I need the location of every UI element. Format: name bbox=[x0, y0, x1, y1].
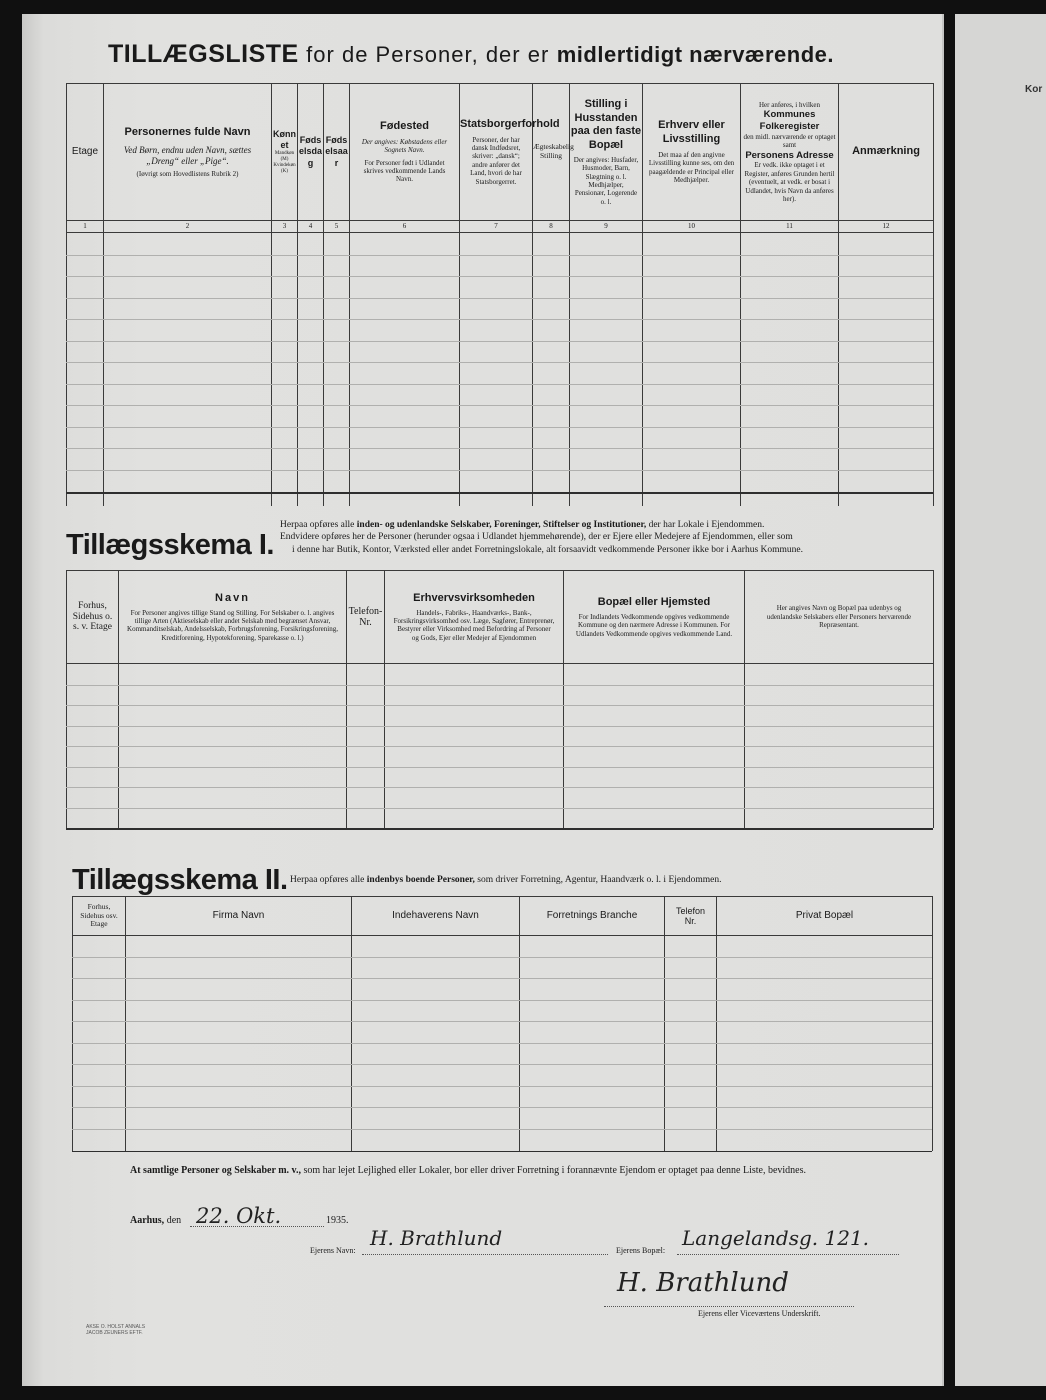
col-register-header bbox=[741, 84, 839, 221]
schedule-1-note bbox=[280, 519, 940, 556]
ruled-line bbox=[66, 685, 933, 686]
schedule-1-table bbox=[66, 570, 934, 828]
schedule-1-note-b: inden- og udenlandske Selskaber, Foreninger, Stiftelser og Institutioner, bbox=[356, 520, 647, 530]
col-register-sub2: Er vedk. ikke optaget i et Register, anføres Grunden hertil (eventuelt, at vedk. er bosat i Udlandet, hvis Navn da anføres her). bbox=[744, 161, 835, 203]
date-underline bbox=[190, 1226, 324, 1227]
ruled-line bbox=[66, 298, 933, 299]
owner-name-line bbox=[362, 1254, 608, 1255]
s1-col-residence-sub: For Indlandets Vedkommende opgives vedkommende Kommune og den nærmere Adresse i Kommunen. For Udlandets Vedkommende opgives vedkommende Land. bbox=[575, 612, 733, 638]
col-name-label: Personernes fulde Navn bbox=[124, 125, 251, 138]
ruled-line bbox=[66, 255, 933, 256]
signature-label: Ejerens eller Viceværtens Underskrift. bbox=[698, 1309, 821, 1318]
col-number: 6 bbox=[350, 221, 460, 233]
ruled-line bbox=[66, 276, 933, 277]
s2-col-etage-label: Forhus, Sidehus osv. Etage bbox=[80, 902, 118, 929]
ruled-line bbox=[66, 726, 933, 727]
adjacent-page bbox=[955, 14, 1046, 1386]
printer-imprint: AKSE O. HOLST ANNALS JACOB ZEUNERS EFTF. bbox=[86, 1324, 146, 1336]
col-etage-label: Etage bbox=[71, 146, 99, 158]
form-title bbox=[108, 40, 834, 69]
col-etage-header bbox=[67, 84, 104, 221]
ruled-line bbox=[72, 1086, 932, 1087]
s1-col-residence-label: Bopæl eller Hjemsted bbox=[597, 596, 711, 609]
schedule-2-title: Tillægsskema II. bbox=[72, 864, 288, 896]
adjacent-page-text: Kor bbox=[1025, 84, 1043, 95]
col-number: 8 bbox=[533, 221, 570, 233]
schedule-2-header-row bbox=[73, 897, 933, 936]
s2-col-owner bbox=[352, 897, 520, 936]
col-number: 7 bbox=[460, 221, 533, 233]
signature: H. Brathlund bbox=[617, 1268, 789, 1298]
schedule-2-note-c: som driver Forretning, Agentur, Haandværk o. l. i Ejendommen. bbox=[477, 875, 722, 885]
s1-col-phone bbox=[347, 571, 385, 664]
col-birthday-header bbox=[298, 84, 324, 221]
schedule-2-note bbox=[290, 874, 930, 886]
ruled-line bbox=[66, 808, 933, 809]
owner-address: Langelandsg. 121. bbox=[682, 1226, 870, 1250]
schedule-1-note-c: der har Lokale i Ejendommen. bbox=[648, 520, 765, 530]
entry-cell[interactable] bbox=[350, 233, 460, 506]
col-birthplace-sub2: For Personer født i Udlandet skrives vedkommende Lands Navn. bbox=[363, 158, 446, 184]
ruled-line bbox=[66, 787, 933, 788]
main-table-bottom-rule bbox=[66, 492, 933, 494]
col-number: 5 bbox=[324, 221, 350, 233]
col-register-label: Kommunes Folkeregister bbox=[759, 109, 820, 132]
col-birthplace-header bbox=[350, 84, 460, 221]
den-label: den bbox=[166, 1215, 182, 1226]
form-page bbox=[22, 14, 944, 1386]
ruled-line bbox=[72, 1043, 932, 1044]
s2-col-firm-label: Firma Navn bbox=[212, 910, 265, 922]
ruled-line bbox=[66, 384, 933, 385]
col-citizenship-label: Statsborgerforhold bbox=[460, 117, 560, 130]
city-label: Aarhus, bbox=[130, 1215, 165, 1226]
col-name-sub: Ved Børn, endnu uden Navn, sættes „Dreng“ eller „Pige“. bbox=[123, 145, 252, 166]
schedule-1-title: Tillægsskema I. bbox=[66, 529, 274, 561]
ruled-line bbox=[72, 1129, 932, 1130]
s2-col-phone-label: Telefon Nr. bbox=[675, 905, 706, 926]
col-number: 4 bbox=[298, 221, 324, 233]
ruled-line bbox=[72, 1107, 932, 1108]
entry-cell[interactable] bbox=[272, 233, 298, 506]
s1-col-etage-label: Forhus, Sidehus o. s. v. Etage bbox=[72, 600, 113, 633]
signature-line bbox=[604, 1306, 854, 1307]
col-number: 12 bbox=[839, 221, 934, 233]
schedule-1-note-3: i denne har Butik, Kontor, Værksted eller andet Forretningslokale, alt forsaavidt vedkommende Personer ikke bor i Aarhus Kommune. bbox=[292, 544, 804, 555]
main-table-number-row bbox=[67, 221, 934, 233]
owner-address-line bbox=[677, 1254, 899, 1255]
ruled-line bbox=[72, 978, 932, 979]
s1-col-residence bbox=[564, 571, 745, 664]
schedule-2-note-b: indenbys boende Personer, bbox=[366, 875, 475, 885]
col-name-sub2: (Iøvrigt som Hovedlistens Rubrik 2) bbox=[136, 170, 239, 179]
col-birthday-label: Fødselsdag bbox=[298, 135, 322, 168]
attestation-statement-b: som har lejet Lejlighed eller Lokaler, bor eller driver Forretning i forannævnte Ejendom er optaget paa denne Liste, bevidnes. bbox=[303, 1165, 806, 1176]
main-table-body bbox=[67, 233, 934, 506]
owner-address-label: Ejerens Bopæl: bbox=[616, 1246, 666, 1255]
ruled-line bbox=[66, 341, 933, 342]
entry-cell[interactable] bbox=[741, 233, 839, 506]
col-gender-sub: Mandkøn (M) Kvindekøn (K) bbox=[273, 151, 296, 175]
s1-col-phone-label: Telefon-Nr. bbox=[348, 605, 383, 628]
col-remarks-header bbox=[839, 84, 934, 221]
s1-col-business bbox=[385, 571, 564, 664]
s1-col-representative bbox=[745, 571, 934, 664]
schedule-1-note-a: Herpaa opføres alle bbox=[280, 520, 355, 530]
ruled-line bbox=[66, 767, 933, 768]
col-household-label: Stilling i Husstanden paa den faste Bopæl bbox=[570, 97, 642, 152]
s1-col-representative-sub: Her angives Navn og Bopæl paa udenbys og udenlandske Selskabers eller Personers herværende Repræsentant. bbox=[766, 604, 912, 630]
owner-name: H. Brathlund bbox=[370, 1226, 503, 1250]
year-label: 1935. bbox=[326, 1215, 349, 1226]
col-number: 9 bbox=[570, 221, 643, 233]
ruled-line bbox=[72, 1021, 932, 1022]
col-number: 1 bbox=[67, 221, 104, 233]
col-marital-label: Ægteskabelig Stilling bbox=[533, 142, 574, 160]
ruled-line bbox=[72, 957, 932, 958]
col-household-sub: Der angives: Husfader, Husmoder, Barn, Slægtning o. l. Medhjælper, Pensionær, Logerende o. l. bbox=[573, 155, 639, 206]
s2-col-address bbox=[717, 897, 933, 936]
col-register-address-label: Personens Adresse bbox=[745, 149, 834, 161]
ruled-line bbox=[66, 705, 933, 706]
col-birthplace-sub: Der angives: Købstadens eller Sognets Navn. bbox=[361, 137, 448, 155]
col-gender-label: Kønnet bbox=[273, 128, 296, 150]
schedule-2-table bbox=[72, 896, 933, 1151]
attestation-statement-a: At samtlige Personer og Selskaber m. v., bbox=[130, 1165, 302, 1176]
col-number: 11 bbox=[741, 221, 839, 233]
attestation-statement bbox=[130, 1165, 806, 1176]
col-gender-header bbox=[272, 84, 298, 221]
s1-col-business-sub: Handels-, Fabriks-, Haandværks-, Bank-, Forsikringsvirksomhed osv. Læge, Sagfører, Entreprenør, Bestyrer eller Virksomhed med Befordring af Personer og Gods, Ejer eller Medejer af Ejendommen bbox=[393, 608, 555, 642]
col-number: 3 bbox=[272, 221, 298, 233]
col-register-pre: Her anføres, i hvilken bbox=[758, 100, 821, 109]
col-remarks-label: Anmærkning bbox=[852, 145, 920, 158]
s1-col-name-sub: For Personer angives tillige Stand og Stilling. For Selskaber o. l. angives tillige Arten (Aktieselskab eller andet Selskab med begrænset Ansvar, Kommanditselskab, Andelsselskab, Forbrugsforening, Forsikringsforening, Kreditforening, Hypotekforening, Sparekasse o. l.) bbox=[127, 608, 338, 642]
col-citizenship-sub: Personer, der har dansk Indfødsret, skriver: „dansk“; andre anfører det Land, hvori de har Statsborgerret. bbox=[470, 135, 522, 186]
ruled-line bbox=[66, 746, 933, 747]
form-title-mid: for de Personer, der er bbox=[306, 42, 550, 67]
ruled-line bbox=[66, 470, 933, 471]
s1-col-name bbox=[119, 571, 347, 664]
ruled-line bbox=[66, 405, 933, 406]
owner-name-label: Ejerens Navn: bbox=[310, 1246, 356, 1255]
date-line bbox=[130, 1215, 181, 1226]
col-household-header bbox=[570, 84, 643, 221]
col-register-sub: den midl. nærværende er optaget samt bbox=[743, 132, 836, 150]
col-name-header bbox=[104, 84, 272, 221]
s2-col-address-label: Privat Bopæl bbox=[795, 910, 854, 922]
ruled-line bbox=[66, 319, 933, 320]
ruled-line bbox=[66, 448, 933, 449]
s2-col-branch bbox=[520, 897, 665, 936]
entry-cell[interactable] bbox=[324, 233, 350, 506]
col-birthplace-label: Fødested bbox=[380, 120, 429, 133]
ruled-line bbox=[66, 362, 933, 363]
s2-col-firm bbox=[126, 897, 352, 936]
s1-col-business-label: Erhvervsvirksomheden bbox=[413, 591, 535, 604]
col-occupation-label: Erhverv eller Livsstilling bbox=[658, 119, 725, 146]
col-occupation-sub: Det maa af den angivne Livsstilling kunne ses, om den paagældende er Principal eller Medhjælper. bbox=[648, 150, 735, 185]
schedule-2-bottom-rule bbox=[72, 1151, 932, 1152]
ruled-line bbox=[72, 1064, 932, 1065]
entry-cell[interactable] bbox=[460, 233, 533, 506]
col-number: 10 bbox=[643, 221, 741, 233]
entry-cell[interactable] bbox=[104, 233, 272, 506]
handwritten-date: 22. Okt. bbox=[196, 1204, 282, 1228]
col-birthyear-header bbox=[324, 84, 350, 221]
ruled-line bbox=[66, 427, 933, 428]
entry-cell[interactable] bbox=[643, 233, 741, 506]
main-table-header-row bbox=[67, 84, 934, 221]
ruled-line bbox=[72, 1000, 932, 1001]
s2-col-phone bbox=[665, 897, 717, 936]
col-number: 2 bbox=[104, 221, 272, 233]
form-title-word: TILLÆGSLISTE bbox=[108, 40, 299, 68]
s2-col-etage bbox=[73, 897, 126, 936]
schedule-1-bottom-rule bbox=[66, 828, 933, 830]
schedule-1-header-row bbox=[67, 571, 934, 664]
entry-cell[interactable] bbox=[298, 233, 324, 506]
s2-col-branch-label: Forretnings Branche bbox=[546, 910, 638, 922]
main-table bbox=[66, 83, 934, 506]
schedule-2-note-a: Herpaa opføres alle bbox=[290, 875, 365, 885]
entry-cell[interactable] bbox=[67, 233, 104, 506]
col-birthyear-label: Fødselsaar bbox=[325, 135, 348, 168]
entry-cell[interactable] bbox=[839, 233, 934, 506]
s2-col-owner-label: Indehaverens Navn bbox=[392, 910, 479, 922]
col-marital-header bbox=[533, 84, 574, 221]
form-title-end: midlertidigt nærværende. bbox=[556, 42, 835, 67]
s1-col-etage bbox=[67, 571, 119, 664]
col-occupation-header bbox=[643, 84, 741, 221]
entry-cell[interactable] bbox=[533, 233, 570, 506]
s1-col-name-label: Navn bbox=[215, 591, 250, 604]
schedule-1-note-2: Endvidere opføres her de Personer (herunder ogsaa i Udlandet hjemmehørende), der er Ejere eller Medejere af Ejendommen, eller som bbox=[280, 532, 793, 543]
entry-cell[interactable] bbox=[570, 233, 643, 506]
